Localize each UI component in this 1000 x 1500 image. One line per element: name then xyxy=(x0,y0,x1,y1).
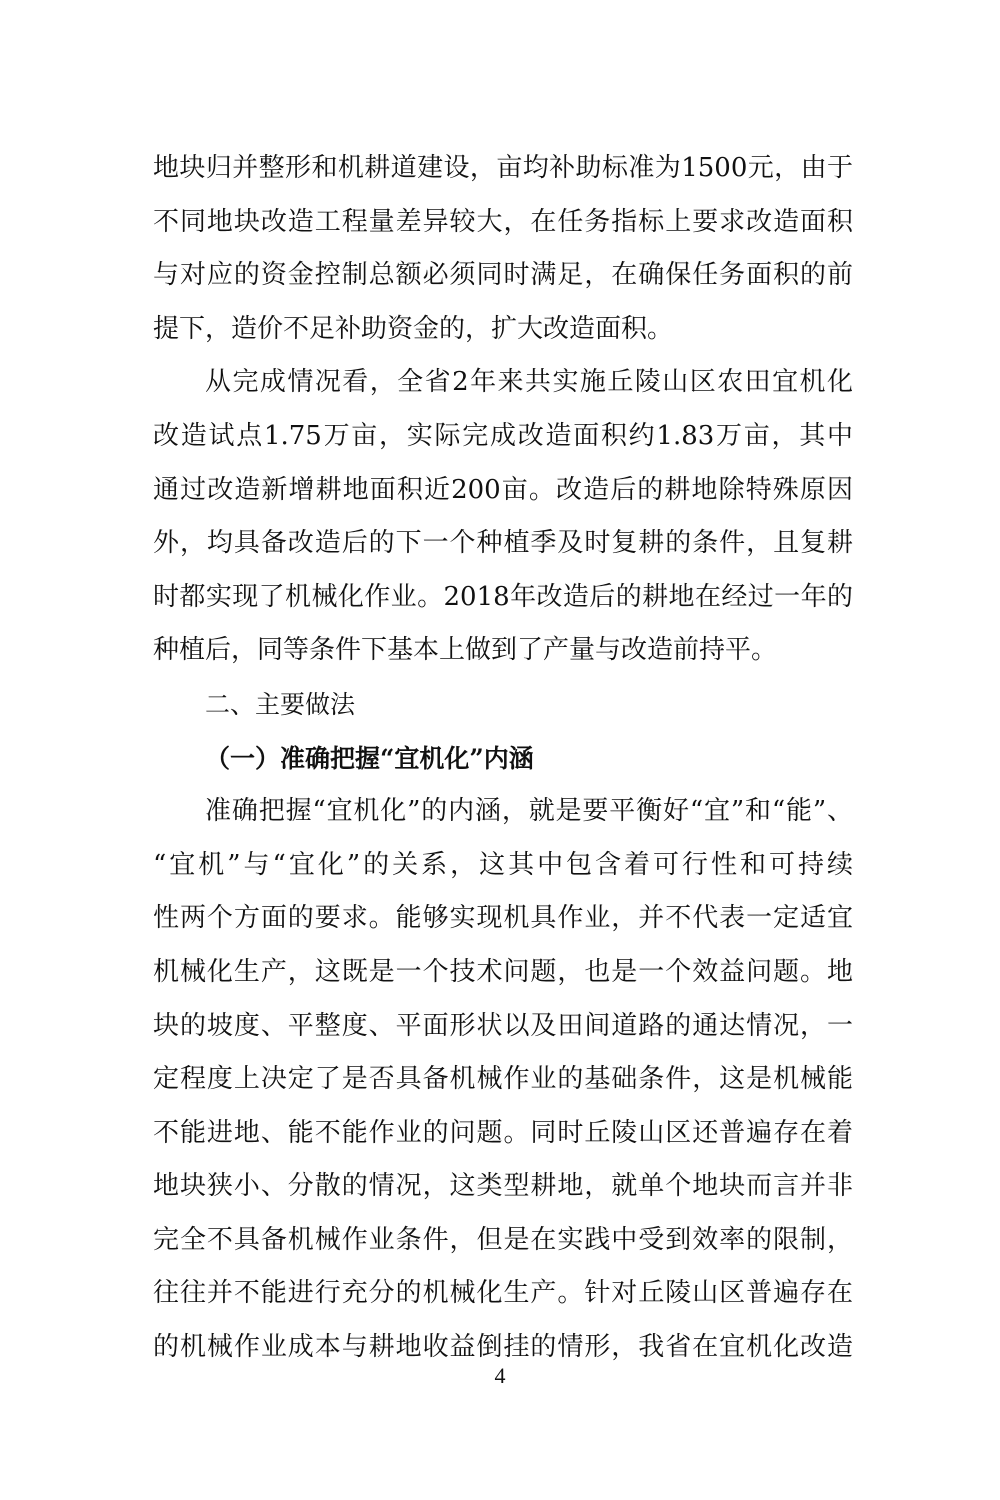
text-line: 时都实现了机械化作业。2018年改造后的耕地在经过一年的 xyxy=(153,581,853,612)
body-text xyxy=(153,142,853,1375)
text-line: 机械化生产，这既是一个技术问题，也是一个效益问题。地 xyxy=(153,956,853,987)
text-line: 与对应的资金控制总额必须同时满足，在确保任务面积的前 xyxy=(153,260,853,291)
text-line: 地块狭小、分散的情况，这类型耕地，就单个地块而言并非 xyxy=(153,1171,853,1202)
paragraph-subsidy-standard xyxy=(153,142,853,356)
section-heading: 二、主要做法 xyxy=(205,689,356,719)
text-line: 不能进地、能不能作业的问题。同时丘陵山区还普遍存在着 xyxy=(153,1117,853,1148)
text-line: 准确把握“宜机化”的内涵，就是要平衡好“宜”和“能”、 xyxy=(205,796,853,827)
text-line: 性两个方面的要求。能够实现机具作业，并不代表一定适宜 xyxy=(153,903,853,934)
text-line: 往往并不能进行充分的机械化生产。针对丘陵山区普遍存在 xyxy=(153,1278,853,1309)
text-line: 外，均具备改造后的下一个种植季及时复耕的条件，且复耕 xyxy=(153,528,853,559)
text-line: 从完成情况看，全省2年来共实施丘陵山区农田宜机化 xyxy=(205,367,853,398)
text-line: 完全不具备机械作业条件，但是在实践中受到效率的限制， xyxy=(153,1224,853,1255)
paragraph-mechanization-meaning xyxy=(153,785,853,1375)
paragraph-completion-status xyxy=(153,356,853,678)
text-line: 定程度上决定了是否具备机械作业的基础条件，这是机械能 xyxy=(153,1064,853,1095)
text-line: 通过改造新增耕地面积近200亩。改造后的耕地除特殊原因 xyxy=(153,474,853,505)
text-line: 的机械作业成本与耕地收益倒挂的情形，我省在宜机化改造 xyxy=(153,1332,853,1363)
page-number: 4 xyxy=(494,1363,506,1388)
text-line: 地块归并整形和机耕道建设，亩均补助标准为1500元，由于 xyxy=(153,153,853,183)
text-line: 种植后，同等条件下基本上做到了产量与改造前持平。 xyxy=(153,635,778,666)
text-line: 提下，造价不足补助资金的，扩大改造面积。 xyxy=(153,313,674,344)
text-line: 块的坡度、平整度、平面形状以及田间道路的通达情况，一 xyxy=(153,1010,853,1041)
text-line: “宜机”与“宜化”的关系，这其中包含着可行性和可持续 xyxy=(153,849,853,880)
subsection-heading: （一）准确把握“宜机化”内涵 xyxy=(205,743,534,773)
text-line: 改造试点1.75万亩，实际完成改造面积约1.83万亩，其中 xyxy=(153,420,853,451)
text-line: 不同地块改造工程量差异较大，在任务指标上要求改造面积 xyxy=(153,206,853,237)
